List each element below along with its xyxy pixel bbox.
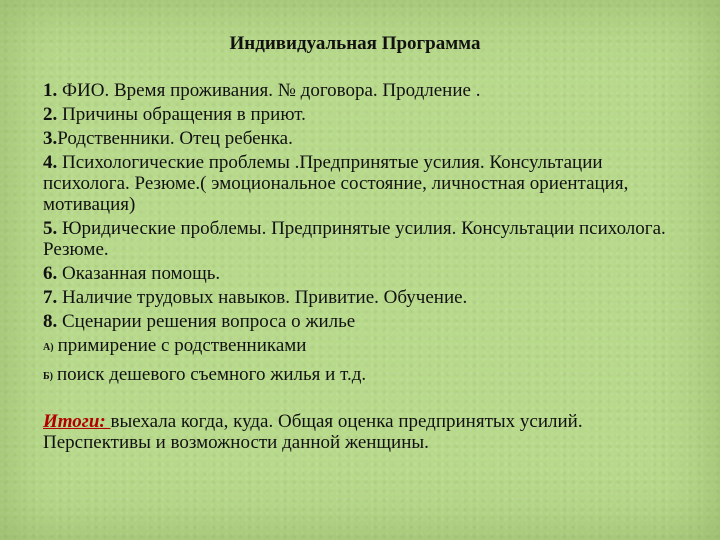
item-text: Психологические проблемы .Предпринятые усилия. Консультации психолога. Резюме.( эмоциональное состояние, личностная ориентация, мотивация) [43,152,629,215]
sub-item [43,364,693,387]
sub-item-letter: А) [43,342,54,353]
slide-title: Индивидуальная Программа [229,33,481,54]
item-number: 6. [43,263,58,284]
list-item [43,104,693,125]
item-text: Сценарии решения вопроса о жилье [57,311,356,332]
summary [43,411,693,453]
list-item [43,287,693,308]
sub-item-text: поиск дешевого съемного жилья и т.д. [56,364,367,385]
slide-body [43,80,693,453]
item-text: Наличие трудовых навыков. Привитие. Обучение. [57,287,468,308]
item-text: Юридические проблемы. Предпринятые усилия. Консультации психолога. Резюме. [43,218,666,260]
sub-item-letter: Б) [43,371,53,382]
item-number: 5. [43,218,58,239]
sub-item-text: примирение с родственниками [57,335,307,356]
list-item [43,152,693,215]
item-text: ФИО. Время проживания. № договора. Продление . [57,80,481,101]
list-item [43,218,693,260]
item-text: Причины обращения в приют. [57,104,306,125]
summary-label: Итоги: [43,411,111,432]
item-number: 8. [43,311,58,332]
item-number: 7. [43,287,58,308]
list-item [43,311,693,332]
list-item [43,263,693,284]
summary-text: выехала когда, куда. Общая оценка предпринятых усилий. Перспективы и возможности данной женщины. [43,411,583,453]
sub-item [43,335,693,358]
list-item [43,80,693,101]
item-text: Оказанная помощь. [57,263,221,284]
item-number: 2. [43,104,58,125]
item-text: Родственники. Отец ребенка. [57,128,293,149]
item-number: 4. [43,152,58,173]
list-item [43,128,693,149]
item-number: 3. [43,128,58,149]
item-number: 1. [43,80,58,101]
